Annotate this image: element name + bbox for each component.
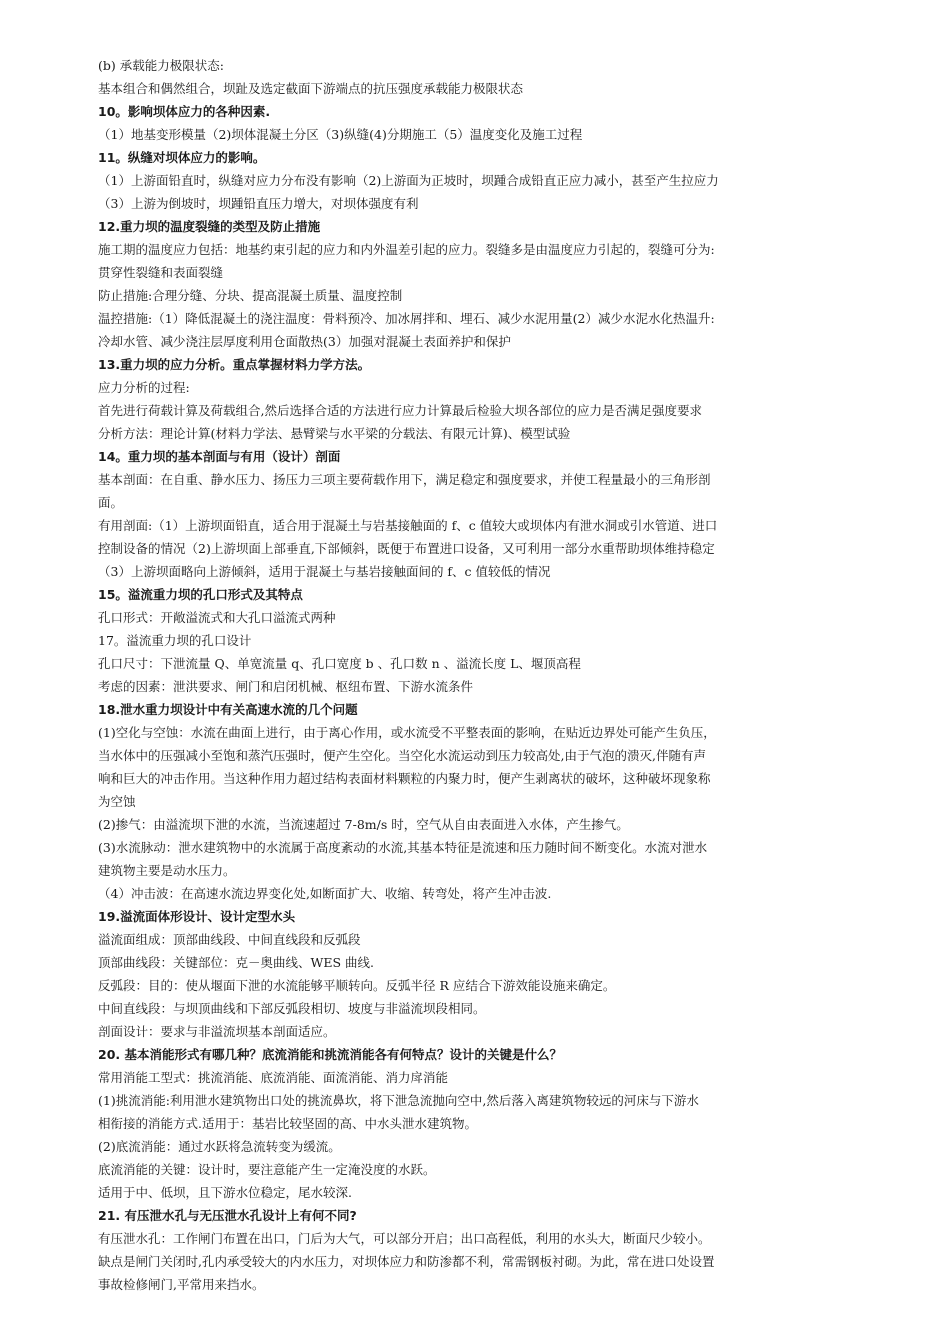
text-line: (2)底流消能：通过水跃将急流转变为缓流。 <box>98 1139 341 1154</box>
text-line: 孔口尺寸：下泄流量 Q、单宽流量 q、孔口宽度 b 、孔口数 n 、溢流长度 L、堰顶高程 <box>98 656 581 671</box>
text-line: (3)水流脉动：泄水建筑物中的水流属于高度紊动的水流,其基本特征是流速和压力随时间不断变化。水流对泄水 <box>98 840 708 855</box>
text-line: 缺点是闸门关闭时,孔内承受较大的内水压力，对坝体应力和防渗都不利，常需钢板衬砌。为此，常在进口处设置 <box>98 1254 715 1269</box>
text-line: 控制设备的情况（2)上游坝面上部垂直,下部倾斜，既便于布置进口设备，又可利用一部分水重帮助坝体维持稳定 <box>98 541 715 556</box>
text-line: （1）地基变形模量（2)坝体混凝土分区（3)纵缝(4)分期施工（5）温度变化及施工过程 <box>98 127 583 142</box>
text-line: 17。溢流重力坝的孔口设计 <box>98 633 252 648</box>
text-line: 事故检修闸门,平常用来挡水。 <box>98 1277 265 1292</box>
text-line: 剖面设计：要求与非溢流坝基本剖面适应。 <box>98 1024 336 1039</box>
text-line: 常用消能工型式：挑流消能、底流消能、面流消能、消力戽消能 <box>98 1070 449 1085</box>
text-line: 应力分析的过程: <box>98 380 190 395</box>
text-line: 响和巨大的冲击作用。当这种作用力超过结构表面材料颗粒的内聚力时，便产生剥离状的破坏，这种破坏现象称 <box>98 771 711 786</box>
text-line: 孔口形式：开敞溢流式和大孔口溢流式两种 <box>98 610 336 625</box>
section-heading: 19.溢流面体形设计、设计定型水头 <box>98 909 296 924</box>
text-line: (b) 承载能力极限状态: <box>98 58 224 73</box>
section-heading: 21. 有压泄水孔与无压泄水孔设计上有何不同? <box>98 1208 357 1223</box>
text-line: 顶部曲线段：关键部位：克－奥曲线、WES 曲线. <box>98 955 374 970</box>
text-line: 分析方法：理论计算(材料力学法、悬臂梁与水平梁的分载法、有限元计算)、模型试验 <box>98 426 571 441</box>
text-line: （3）上游坝面略向上游倾斜，适用于混凝土与基岩接触面间的 f、c 值较低的情况 <box>98 564 551 579</box>
section-heading: 12.重力坝的温度裂缝的类型及防止措施 <box>98 219 321 234</box>
text-line: 底流消能的关键：设计时，要注意能产生一定淹没度的水跃。 <box>98 1162 436 1177</box>
text-line: 温控措施:（1）降低混凝土的浇注温度：骨料预冷、加冰屑拌和、埋石、减少水泥用量(2）减少水泥水化热温升: <box>98 311 715 326</box>
text-line: 基本剖面：在自重、静水压力、扬压力三项主要荷载作用下，满足稳定和强度要求，并使工程量最小的三角形剖 <box>98 472 711 487</box>
document-page <box>98 54 826 1296</box>
text-line: （4）冲击波：在高速水流边界变化处,如断面扩大、收缩、转弯处，将产生冲击波. <box>98 886 552 901</box>
text-line: 为空蚀 <box>98 794 136 809</box>
text-line: 冷却水管、减少浇注层厚度利用仓面散热(3）加强对混凝土表面养护和保护 <box>98 334 511 349</box>
text-line: 有用剖面:（1）上游坝面铅直，适合用于混凝土与岩基接触面的 f、c 值较大或坝体内有泄水洞或引水管道、进口 <box>98 518 718 533</box>
text-line: （3）上游为倒坡时，坝踵铅直压力增大，对坝体强度有利 <box>98 196 419 211</box>
text-line: 溢流面组成：顶部曲线段、中间直线段和反弧段 <box>98 932 361 947</box>
text-line: 反弧段：目的：使从堰面下泄的水流能够平顺转向。反弧半径 R 应结合下游效能设施来确定。 <box>98 978 616 993</box>
text-line: (2)掺气：由溢流坝下泄的水流，当流速超过 7-8m/s 时，空气从自由表面进入水体，产生掺气。 <box>98 817 629 832</box>
text-line: 施工期的温度应力包括：地基约束引起的应力和内外温差引起的应力。裂缝多是由温度应力引起的，裂缝可分为: <box>98 242 715 257</box>
text-line: （1）上游面铅直时，纵缝对应力分布没有影响（2)上游面为正坡时，坝踵合成铅直正应力减小，甚至产生拉应力 <box>98 173 719 188</box>
section-heading: 14。重力坝的基本剖面与有用（设计）剖面 <box>98 449 341 464</box>
text-line: (1)空化与空蚀：水流在曲面上进行，由于离心作用，或水流受不平整表面的影响，在贴近边界处可能产生负压， <box>98 725 716 740</box>
text-line: 考虑的因素：泄洪要求、闸门和启闭机械、枢纽布置、下游水流条件 <box>98 679 474 694</box>
text-line: 有压泄水孔：工作闸门布置在出口，门后为大气，可以部分开启；出口高程低，利用的水头大，断面尺少较小。 <box>98 1231 711 1246</box>
text-line: 相衔接的消能方式.适用于：基岩比较坚固的高、中水头泄水建筑物。 <box>98 1116 477 1131</box>
text-line: 建筑物主要是动水压力。 <box>98 863 236 878</box>
text-line: 当水体中的压强减小至饱和蒸汽压强时，便产生空化。当空化水流运动到压力较高处,由于气泡的溃灭,伴随有声 <box>98 748 706 763</box>
section-heading: 20. 基本消能形式有哪几种？底流消能和挑流消能各有何特点？设计的关键是什么？ <box>98 1047 562 1062</box>
text-line: (1)挑流消能:利用泄水建筑物出口处的挑流鼻坎，将下泄急流抛向空中,然后落入离建筑物较远的河床与下游水 <box>98 1093 699 1108</box>
text-line: 首先进行荷载计算及荷载组合,然后选择合适的方法进行应力计算最后检验大坝各部位的应力是否满足强度要求 <box>98 403 702 418</box>
text-line: 贯穿性裂缝和表面裂缝 <box>98 265 224 280</box>
text-line: 中间直线段：与坝顶曲线和下部反弧段相切、坡度与非溢流坝段相同。 <box>98 1001 486 1016</box>
text-line: 基本组合和偶然组合，坝趾及选定截面下游端点的抗压强度承载能力极限状态 <box>98 81 524 96</box>
text-line: 适用于中、低坝，且下游水位稳定，尾水较深. <box>98 1185 352 1200</box>
section-heading: 11。纵缝对坝体应力的影响。 <box>98 150 266 165</box>
section-heading: 10。影响坝体应力的各种因素. <box>98 104 271 119</box>
section-heading: 13.重力坝的应力分析。重点掌握材料力学方法。 <box>98 357 371 372</box>
text-line: 防止措施:合理分缝、分块、提高混凝土质量、温度控制 <box>98 288 403 303</box>
text-line: 面。 <box>98 495 124 510</box>
section-heading: 15。溢流重力坝的孔口形式及其特点 <box>98 587 303 602</box>
section-heading: 18.泄水重力坝设计中有关高速水流的几个问题 <box>98 702 358 717</box>
